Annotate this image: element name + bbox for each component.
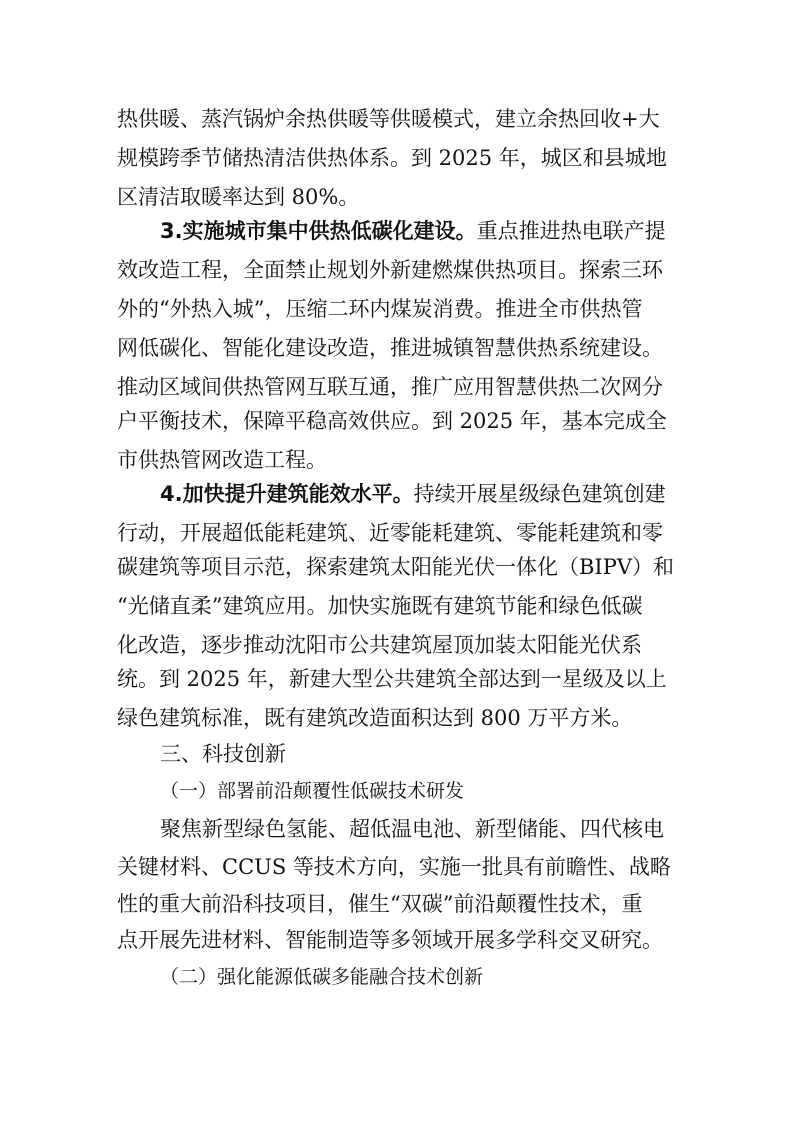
paragraph-line: 市供热管网改造工程。 — [117, 448, 327, 472]
item-4-line — [160, 480, 677, 508]
section-heading: 三、科技创新 — [160, 742, 286, 766]
paragraph-line: 统。到 2025 年，新建大型公共建筑全部达到一星级及以上 — [117, 667, 667, 691]
paragraph-line: 推动区域间供热管网互联互通，推广应用智慧供热二次网分 — [117, 375, 663, 399]
item-3-line — [160, 217, 677, 245]
paragraph-text: 持续开展星级绿色建筑创建 — [413, 482, 666, 506]
subsection-heading: （二）强化能源低碳多能融合技术创新 — [160, 966, 484, 988]
paragraph-line: 网低碳化、智能化建设改造，推进城镇智慧供热系统建设。 — [117, 336, 663, 360]
paragraph-line: 热供暖、蒸汽锅炉余热供暖等供暖模式，建立余热回收+大 — [117, 107, 660, 131]
paragraph-line: 户平衡技术，保障平稳高效供应。到 2025 年，基本完成全 — [117, 409, 667, 433]
paragraph-line: 区清洁取暖率达到 80%。 — [117, 185, 360, 209]
paragraph-line: “光储直柔”建筑应用。加快实施既有建筑节能和绿色低碳 — [117, 594, 643, 618]
paragraph-text: 重点推进热电联产提 — [476, 219, 666, 243]
paragraph-line: 绿色建筑标准，既有建筑改造面积达到 800 万平方米。 — [117, 706, 633, 730]
paragraph-line: 外的“外热入城”，压缩二环内煤炭消费。推进全市供热管 — [117, 297, 643, 321]
paragraph-line: 点开展先进材料、智能制造等多领域开展多学科交叉研究。 — [117, 928, 663, 952]
paragraph-line: 效改造工程，全面禁止规划外新建燃煤供热项目。探索三环 — [117, 258, 663, 282]
paragraph-line: 性的重大前沿科技项目，催生“双碳”前沿颠覆性技术，重 — [117, 892, 643, 916]
item-3-heading: 3.实施城市集中供热低碳化建设。 — [160, 219, 477, 243]
paragraph-line: 碳建筑等项目示范，探索建筑太阳能光伏一体化（BIPV）和 — [117, 555, 675, 579]
paragraph-line: 化改造，逐步推动沈阳市公共建筑屋顶加装太阳能光伏系 — [117, 633, 642, 657]
item-4-heading: 4.加快提升建筑能效水平。 — [160, 482, 414, 506]
paragraph-line: 关键材料、CCUS 等技术方向，实施一批具有前瞻性、战略 — [117, 855, 671, 879]
paragraph-line: 规模跨季节储热清洁供热体系。到 2025 年，城区和县城地 — [117, 146, 667, 170]
paragraph-line: 行动，开展超低能耗建筑、近零能耗建筑、零能耗建筑和零 — [117, 521, 663, 545]
paragraph-line: 聚焦新型绿色氢能、超低温电池、新型储能、四代核电 — [160, 817, 664, 841]
subsection-heading: （一）部署前沿颠覆性低碳技术研发 — [160, 780, 465, 802]
